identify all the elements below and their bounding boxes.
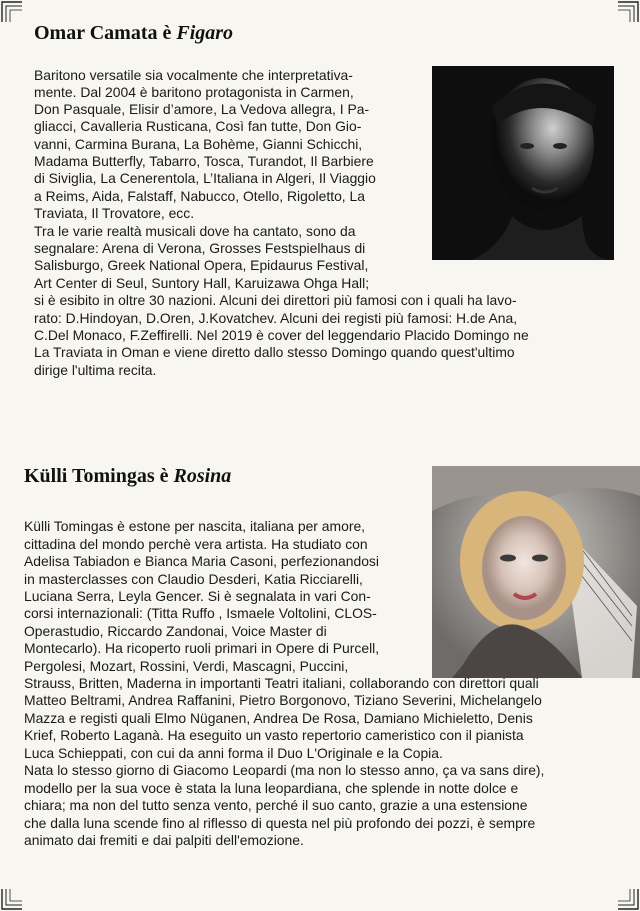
body-line: Nata lo stesso giorno di Giacomo Leopardi (ma non lo stesso anno, ça va sans dire), [24,762,545,778]
section-1-title [34,22,233,45]
portrait-kulli-tomingas [432,466,640,678]
body-line: chiara; ma non del tutto senza vento, perché il suo canto, grazie a una estensione [24,797,528,813]
body-line: Traviata, Il Trovatore, ecc. [34,205,195,221]
body-line: Don Pasquale, Elisir d’amore, La Vedova allegra, I Pa- [34,101,370,117]
body-line: Matteo Beltrami, Andrea Raffanini, Pietro Borgonovo, Tiziano Severini, Michelangelo [24,692,542,708]
body-line: Adelisa Tabiadon e Bianca Maria Casoni, perfezionandosi [24,553,379,569]
body-line: Luca Schieppati, con cui da anni forma il Duo L'Originale e la Copia. [24,745,443,761]
body-line: di Siviglia, La Cenerentola, L’Italiana in Algeri, Il Viaggio [34,170,376,186]
body-line: Pergolesi, Mozart, Rossini, Verdi, Mascagni, Puccini, [24,658,349,674]
body-line: Salisburgo, Greek National Opera, Epidaurus Festival, [34,257,369,273]
corner-ornament-bottom-right [618,889,640,911]
body-line: corsi internazionali: (Titta Ruffo , Ismaele Voltolini, CLOS- [24,605,377,621]
body-line: Operastudio, Riccardo Zandonai, Voice Master di [24,623,327,639]
body-line: mente. Dal 2004 è baritono protagonista in Carmen, [34,84,354,100]
body-line: si è esibito in oltre 30 nazioni. Alcuni dei direttori più famosi con i quali ha lavo- [34,292,517,308]
body-line: C.Del Monaco, F.Zeffirelli. Nel 2019 è cover del leggendario Placido Domingo ne [34,327,529,343]
body-line: Krief, Roberto Laganà. Ha eseguito un vasto repertorio cameristico con il pianista [24,727,524,743]
section-2-title-role: Rosina [173,465,232,487]
body-line: Külli Tomingas è estone per nascita, italiana per amore, [24,518,366,534]
body-line: modello per la sua voce è stata la luna leopardiana, che splende in notte dolce e [24,780,519,796]
body-line: segnalare: Arena di Verona, Grosses Festspielhaus di [34,240,366,256]
section-1-title-role: Figaro [176,22,234,44]
body-line: Baritono versatile sia vocalmente che interpretativa- [34,67,353,83]
body-line: rato: D.Hindoyan, D.Oren, J.Kovatchev. Alcuni dei registi più famosi: H.de Ana, [34,310,518,326]
body-line: La Traviata in Oman e viene diretto dallo stesso Domingo quando quest'ultimo [34,344,515,360]
body-line: dirige l'ultima recita. [34,362,157,378]
body-line: in masterclasses con Claudio Desderi, Katia Ricciarelli, [24,571,363,587]
corner-ornament-top-left [0,0,22,22]
body-line: Art Center di Seul, Suntory Hall, Karuizawa Ohga Hall; [34,275,370,291]
body-line: a Reims, Aida, Falstaff, Nabucco, Otello, Rigoletto, La [34,188,365,204]
section-2-title [24,465,231,488]
body-line: gliacci, Cavalleria Rusticana, Così fan tutte, Don Gio- [34,118,362,134]
body-line: Montecarlo). Ha ricoperto ruoli primari in Opere di Purcell, [24,640,380,656]
body-line: Tra le varie realtà musicali dove ha cantato, sono da [34,223,356,239]
portrait-omar-camata [432,66,614,260]
corner-ornament-bottom-left [0,889,22,911]
corner-ornament-top-right [618,0,640,22]
body-line: Mazza e registi quali Elmo Nüganen, Andrea De Rosa, Damiano Michieletto, Denis [24,710,533,726]
body-line: cittadina del mondo perchè vera artista. Ha studiato con [24,536,368,552]
section-2-title-name: Külli Tomingas è [24,465,174,487]
body-line: che dalla luna scende fino al riflesso di questa nel più profondo dei pozzi, è sempre [24,815,536,831]
body-line: Strauss, Britten, Maderna in importanti Teatri italiani, collaborando con direttori quali [24,675,539,691]
section-1-title-name: Omar Camata è [34,22,177,44]
body-line: Madama Butterfly, Tabarro, Tosca, Turandot, Il Barbiere [34,153,374,169]
body-line: Luciana Serra, Leyla Gencer. Si è segnalata in vari Con- [24,588,371,604]
body-line: vanni, Carmina Burana, La Bohème, Gianni Schicchi, [34,136,363,152]
body-line: animato dai fremiti e dai palpiti dell'emozione. [24,832,304,848]
